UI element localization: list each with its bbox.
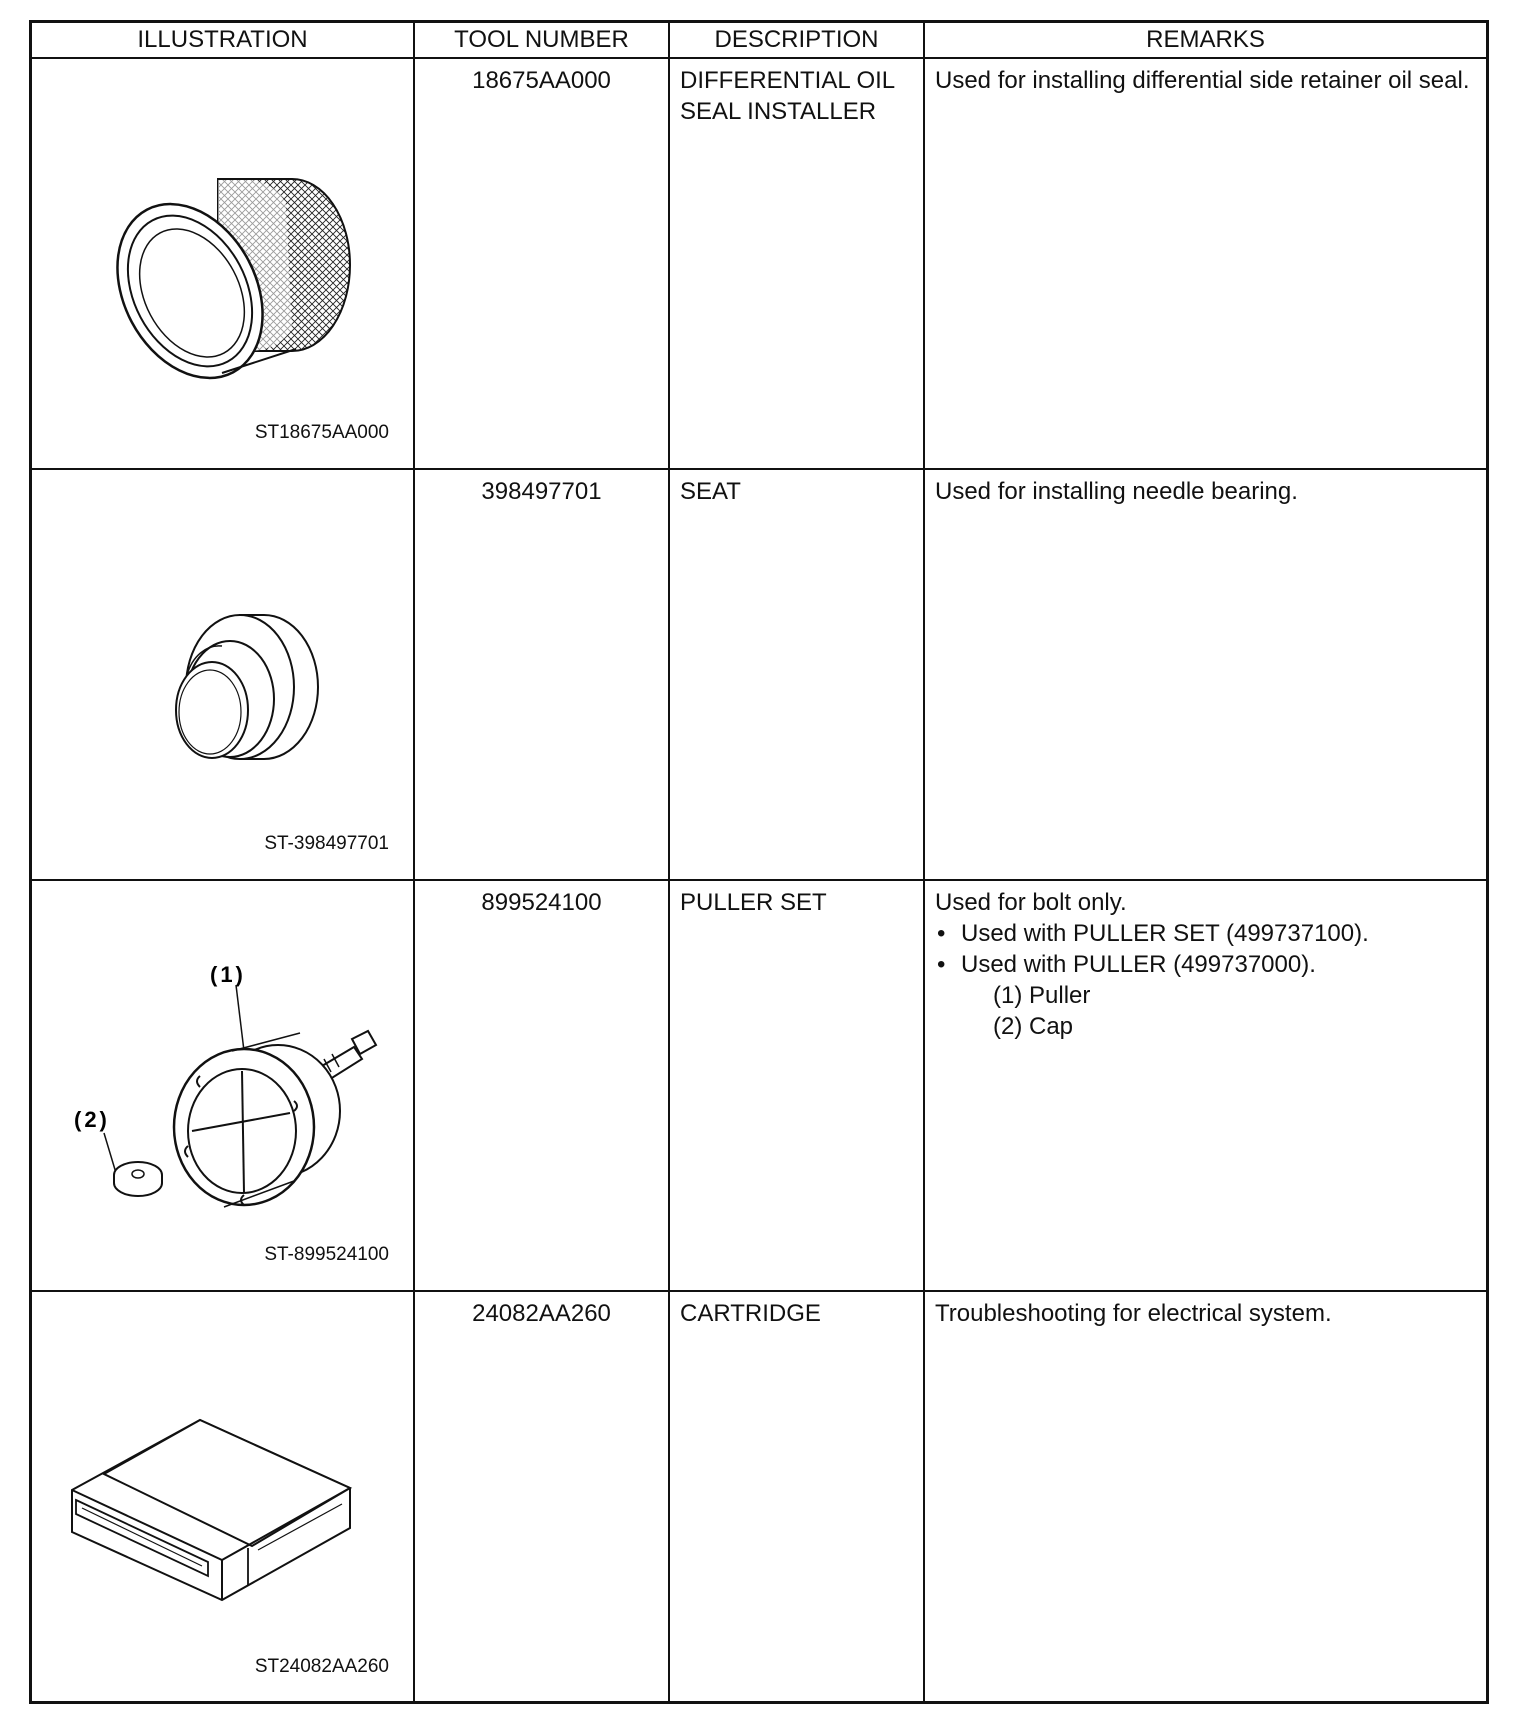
table-row — [32, 880, 1486, 1291]
illustration-cell — [32, 1291, 414, 1702]
seat-illustration — [32, 470, 414, 881]
callout-2: (2) — [74, 1107, 110, 1132]
remarks-text: Used for bolt only. — [935, 889, 1127, 916]
description-cell — [669, 58, 924, 469]
remarks-bullet-list — [935, 918, 1476, 980]
remarks-cell — [924, 880, 1486, 1291]
special-tools-table — [32, 23, 1486, 1702]
illustration-code: ST-398497701 — [264, 833, 389, 854]
illustration-cell — [32, 58, 414, 469]
remarks-bullet: • Used with PULLER (499737000). — [935, 949, 1476, 980]
description-line: PULLER SET — [680, 889, 827, 916]
description-line: SEAT — [680, 478, 741, 505]
remarks-sub-item: (1) Puller — [993, 982, 1091, 1009]
header-remarks: REMARKS — [924, 23, 1486, 58]
description-line: DIFFERENTIAL OIL — [680, 67, 896, 94]
description-line: SEAL INSTALLER — [680, 98, 877, 125]
puller-set-illustration — [32, 881, 414, 1292]
table-row — [32, 1291, 1486, 1702]
tool-number-cell: 398497701 — [414, 469, 669, 880]
header-tool-number: TOOL NUMBER — [414, 23, 669, 58]
special-tools-table-frame — [29, 20, 1489, 1704]
callout-1: (1) — [210, 962, 246, 987]
remarks-cell: Used for installing differential side retainer oil seal. — [924, 58, 1486, 469]
description-cell — [669, 469, 924, 880]
illustration-code: ST24082AA260 — [254, 1656, 389, 1677]
illustration-cell — [32, 469, 414, 880]
header-row — [32, 23, 1486, 58]
tool-number-cell: 18675AA000 — [414, 58, 669, 469]
table-row — [32, 469, 1486, 880]
remarks-bullet: • Used with PULLER SET (499737100). — [935, 918, 1476, 949]
remarks-cell: Troubleshooting for electrical system. — [924, 1291, 1486, 1702]
table-row — [32, 58, 1486, 469]
illustration-code: ST-899524100 — [264, 1244, 389, 1265]
description-cell — [669, 1291, 924, 1702]
oil-seal-installer-illustration — [32, 59, 414, 470]
header-illustration: ILLUSTRATION — [32, 23, 414, 58]
tool-number-cell: 24082AA260 — [414, 1291, 669, 1702]
header-description: DESCRIPTION — [669, 23, 924, 58]
tool-number-cell: 899524100 — [414, 880, 669, 1291]
illustration-code: ST18675AA000 — [254, 422, 389, 443]
description-cell — [669, 880, 924, 1291]
remarks-sub-item: (2) Cap — [993, 1013, 1074, 1040]
description-line: CARTRIDGE — [680, 1300, 821, 1327]
remarks-cell: Used for installing needle bearing. — [924, 469, 1486, 880]
illustration-cell — [32, 880, 414, 1291]
cartridge-illustration — [32, 1292, 414, 1703]
